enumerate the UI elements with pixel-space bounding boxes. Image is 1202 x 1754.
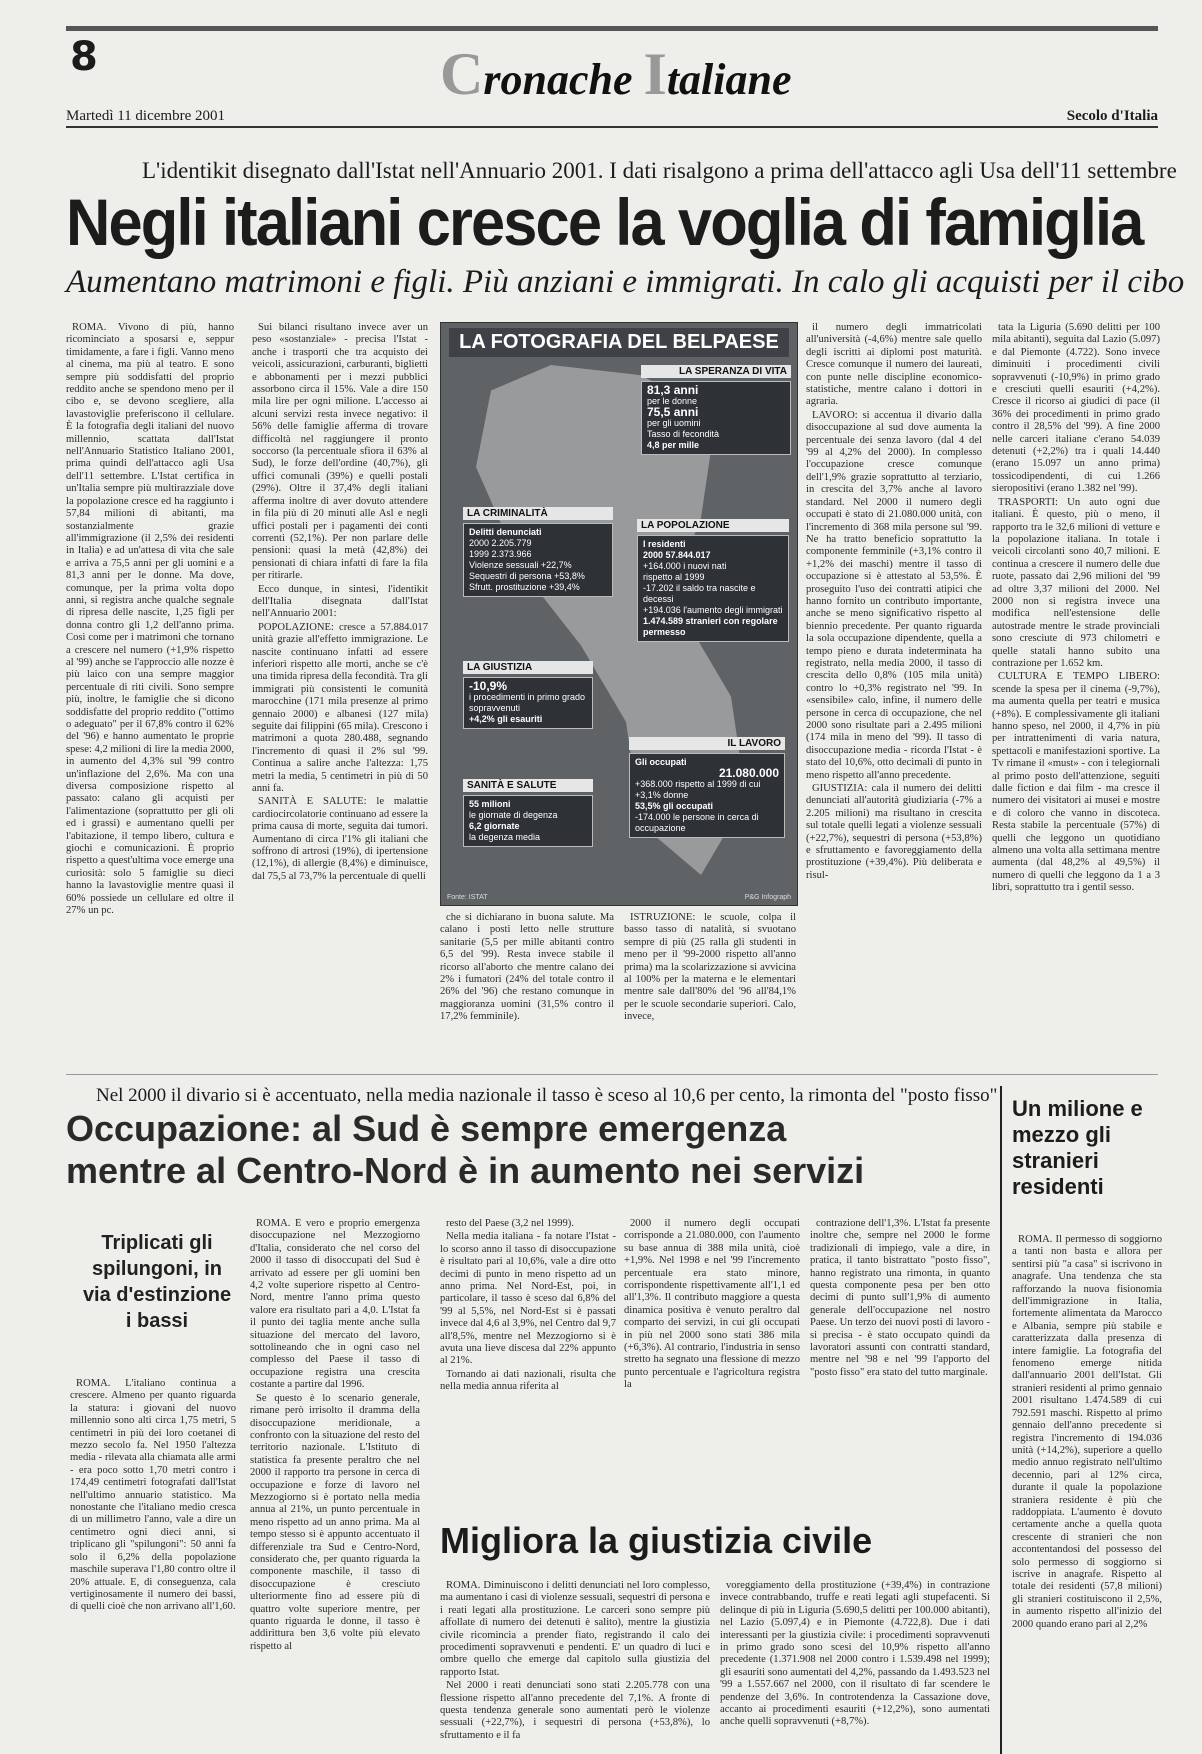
second-column-3: [624, 1218, 800, 1508]
stat-value: +164.000 i nuovi nati: [643, 561, 727, 571]
lead-paragraph: ROMA. Vivono di più, hanno ricominciato a sposarsi e, seppur timidamente, a fare i figli. Vanno meno al cinema, ma più al teatro. E sono sempre più soddisfatti del proprio reddito anche se spendono meno per il cibo e, se devono scegliere, alla lavastoviglie preferiscono il cellulare. È la fotografia degli italiani del nuovo millennio, scattata dall'Istat nell'Annuario Statistico Italiano 2001, prima quindi dell'attacco agli Usa dell'11 settembre. L'Istat certifica in un'Italia sempre più multirazziale dove la popolazione cresce ed ha raggiunto i 57,84 milioni di abitanti, ma sostanzialmente grazie all'immigrazione (il 2,5% dei residenti in Italia) e ad un'attesa di vita che sale e arriva a 75,5 anni per gli uomini e a 81,3 anni per le donne. Ma dove, comunque, per la prima volta dopo anni, si registra anche qualche segnale di ripresa delle nascite, 1,25 figli per donna contro gli 1,2 dell'anno prima. Così come per i matrimoni che tornano a crescere nel numero (+1,9% rispetto al '99) anche se l'approccio alle nozze è più laico con una sempre maggior percentuale di riti civili. Sono sempre più, inoltre, le famiglie che si dicono soddisfatte del proprio reddito ("ottimo o adeguato" per il 67,8% contro il 62% del '96) e hanno aumentato le proprie spese: 4,2 milioni di lire la media 2000, in aumento del 4,3% sul '99 contro un'inflazione del 2,6%. Ma con una diversa composizione rispetto al passato: calano gli acquisti per l'alimentazione (soprattutto per gli oli ed i grassi) e aumentano quelli per l'abitazione, il tempo libero, cultura e giochi e comunicazioni. È proprio rispetto a quest'ultima voce emerge una curiosità: solo 5 famiglie su dieci hanno la lavastoviglie mentre quasi il 60% possiede un cellulare ed oltre il 27% un pc.: [66, 322, 234, 917]
life-expectancy-label: LA SPERANZA DI VITA: [641, 365, 791, 378]
lead-column-3: [440, 912, 614, 1062]
second-paragraph: ROMA. È vero e proprio emergenza disoccupazione nel Mezzogiorno d'Italia, considerato che nel corso del 2000 il tasso di disoccupati del Sud è arrivato ad essere per gli uomini ben 4,2 volte superiore rispetto al Centro-Nord, mentre l'anno prima questo valore era risultato pari a 4,0. L'Istat fa il punto dei taglia mente anche sulla situazione del mercato del lavoro, sottolineando che in ogni caso nel complesso del Paese il tasso di occupazione registra una crescita costante a partire dal 1996.: [250, 1218, 420, 1391]
stat-value: +194.036 l'aumento degli immigrati: [643, 605, 783, 615]
second-column-4: [810, 1218, 990, 1508]
second-headline-line-2: mentre al Centro-Nord è in aumento nei servizi: [66, 1150, 865, 1191]
stat-caption: la degenza media: [469, 832, 541, 842]
sidebar-immigrants-story: [1000, 1086, 1164, 1754]
section-title: [440, 40, 792, 109]
second-headline-line-1: Occupazione: al Sud è sempre emergenza: [66, 1108, 787, 1149]
second-paragraph: Nella media italiana - fa notare l'Istat - lo scorso anno il tasso di disoccupazione è risultato pari al 10,6%, vale a dire otto decimi di punto in meno rispetto ad un anno prima. Nel Nord-Est, poi, in particolare, il tasso è sceso dal 6,8% del '99 al 5,5%, nel Nord-Est si è passati invece dal 4,6 al 3,9%, nel Centro dal 9,7 all'8,5%, mentre nel Mezzogiorno si è avuta una lieve discesa dal 22% appunto al 21%.: [440, 1231, 616, 1367]
infographic-source: Fonte: ISTAT: [447, 894, 488, 901]
stat-value: 2000 57.844.017: [643, 550, 711, 560]
lead-headline: Negli italiani cresce la voglia di famiglia: [66, 185, 1143, 259]
lead-paragraph: Ecco dunque, in sintesi, l'identikit dell'Italia disegnata dall'Istat nell'Annuario 2001:: [252, 583, 428, 620]
lead-column-4: [624, 912, 796, 1062]
stat-value: 1.474.589 stranieri con regolare permesso: [643, 616, 778, 637]
lead-paragraph: GIUSTIZIA: cala il numero dei delitti denunciati all'autorità giudiziaria (-7% a 2.205 milioni) ma risultano in crescita sul totale quelli legati a violenze sessuali (+22,7%), sequestri di persona (+53,8%) e sfruttamento e favoreggiamento della prostituzione (+39,4%). Più deliberata e risul-: [806, 783, 982, 881]
third-headline: Migliora la giustizia civile: [440, 1520, 873, 1561]
sidebar-immigrants-text: [1012, 1234, 1162, 1746]
stat-value: +368.000 rispetto al 1999 di cui: [635, 779, 761, 789]
page-number: 8: [70, 34, 98, 80]
lead-paragraph: TRASPORTI: Un auto ogni due italiani. È questo, più o meno, il rapporto tra le 32,6 milioni di vetture e la popolazione italiana. In totale i veicoli circolanti sono 40,7 milioni. E continua a crescere il numero delle due ruote, passato dai 2,96 milioni del '99 ad oltre 3,37 milioni del 2000. Nel 2000 non si registra invece una modifica nell'estensione delle autostrade mentre le strade provinciali sono cresciute di 973 chilometri e quelle statali hanno subito una contrazione per 1.652 km.: [992, 496, 1160, 669]
lead-subhead: Aumentano matrimoni e figli. Più anziani e immigrati. In calo gli acquisti per il cibo: [66, 264, 1185, 300]
justice-label: LA GIUSTIZIA: [463, 661, 593, 674]
population-label: LA POPOLAZIONE: [637, 519, 789, 532]
infographic-credit: P&G Infograph: [744, 894, 791, 901]
stat-value: 2000 2.205.779: [469, 538, 532, 548]
stat-value: +4,2% gli esauriti: [469, 714, 543, 724]
sidebar-immigrants-headline: Un milione e mezzo gli stranieri residenti: [1012, 1096, 1143, 1199]
labour-block: [629, 737, 785, 838]
lead-column-1: [66, 322, 234, 1062]
lead-paragraph: che si dichiarano in buona salute. Ma calano i posti letto nelle strutture sanitarie (5,5 per mille abitanti contro 6,5 del '99). Resta invece stabile il ricorso all'aborto che mentre calano dei 2% i fumatori (24% del totale contro il 26% del '96) che restano comunque in maggioranza uomini (31,5% contro il 17,2% femminile).: [440, 912, 614, 1023]
stat-value: +3,1% donne: [635, 790, 689, 800]
stat-caption: i procedimenti in primo grado sopravvenuti: [469, 692, 586, 713]
population-block: [637, 519, 789, 642]
lead-paragraph: CULTURA E TEMPO LIBERO: scende la spesa per il cinema (-9,7%), ma aumenta quella per teatri e musica (+8%). E complessivamente gli italiani hanno speso, nel 2000, il 4,7% in più per intrattenimenti di varia natura, spettacoli e manifestazioni sportive. La Tv rimane il «must» - con i telegiornali al primo posto dell'attenzione, seguiti dalle fiction e dai film - ma cresce il numero dei visitatori ai musei e mostre e di coloro che vanno in discoteca. Resta stabile la percentuale (57%) di quelli che leggono un quotidiano almeno una volta alla settimana mentre aumenta (dal 48,2% al 49,5%) il numero di quelli che leggono da 1 a 3 libri, soprattutto tra i gentil sesso.: [992, 671, 1160, 894]
stat-caption: le giornate di degenza: [469, 810, 558, 820]
stat-value: 81,3 anni: [647, 383, 699, 397]
sidebar-paragraph: ROMA. L'italiano continua a crescere. Almeno per quanto riguarda la statura: i giovani del nuovo millennio sono alti circa 1,75 metri, 5 centimetri in più dei loro coetanei di mezzo secolo fa. Nel 1950 l'altezza media - rilevata alla chiamata alle armi - era poco sotto 1,70 metri contro i 174,49 centimetri fotografati dall'Istat nell'ultimo annuario statistico. Ma nonostante che l'italiano medio cresca di un millimetro l'anno, vale a dire un centimetro ogni dieci anni, si triplicano gli "spilungoni": 50 anni fa solo il 6,2% della popolazione maschile superava l'1,80 contro oltre il 20% attuale. E, di conseguenza, cala vertiginosamente il numero dei bassi, di quelli cioè che non arrivano all'1,60.: [70, 1378, 236, 1613]
second-paragraph: Tornando ai dati nazionali, risulta che nella media annua riferita al: [440, 1368, 616, 1393]
population-panel: [637, 535, 789, 642]
health-panel: [463, 795, 593, 847]
stat-value: -174.000 le persone in cerca di occupazione: [635, 812, 759, 833]
second-headline: [66, 1108, 996, 1192]
justice-panel: [463, 677, 593, 729]
stat-value: 21.080.000: [718, 766, 779, 780]
justice-block: [463, 661, 593, 729]
masthead: Secolo d'Italia: [1066, 108, 1158, 124]
stat-caption: rispetto al 1999: [643, 572, 705, 582]
life-expectancy-block: [641, 365, 791, 455]
second-paragraph: contrazione dell'1,3%. L'Istat fa presente inoltre che, sempre nel 2000 le forme tradizionali di impiego, vale a dire, in pratica, il tanto bistrattato "posto fisso", hanno registrato una rimonta, in quanto questa componente pesa per ben otto decimi di punto sull'1,9% di aumento generale dell'occupazione nel nostro Paese. Un terzo dei nuovi posti di lavoro - si precisa - è stato occupato quindi da lavoratori assunti con contratti standard, mentre nel '98 e nel '99 l'apporto del "posto fisso" era stato del tutto marginale.: [810, 1218, 990, 1378]
crime-label: LA CRIMINALITÀ: [463, 507, 613, 520]
labour-label: IL LAVORO: [629, 737, 785, 750]
lead-paragraph: LAVORO: si accentua il divario dalla disoccupazione al sud dove aumenta la percentuale dei senza lavoro (dal 4 del '99 al 4,2% del 2000). In complesso l'occupazione cresce comunque dell'1,9% grazie soprattutto al terziario, in crescita del 3,7% anche al lavoro standard. Nel 2000 il numero degli occupati è stato di 21.080.000 unità, con l'incremento di 368 mila persone sul '99. Ne ha tratto beneficio soprattutto la componente femminile (+3,1% contro il +1,2% dei maschi) mentre il tasso di occupazione si è attestato al 53,5%. È proseguito l'uso dei contratti atipici che hanno fornito un contributo importante, anche se meno significativo rispetto al biennio precedente. Per quanto riguarda la sola occupazione dipendente, quella a tempo pieno e durata indeterminata ha registrato, nella media 2000, il tasso di crescita dello 0,8% (105 mila unità) contro lo +0,3% registrato nel '99. In «sensibile» calo, infine, il numero delle persone in cerca di occupazione, che nel 2000 sono risultate pari a 2.495 milioni (174 mila in meno del '99). Il tasso di disoccupazione media - ricorda l'Istat - è stato del 10,6%, otto decimali di punto in meno rispetto all'anno precedente.: [806, 409, 982, 781]
lead-paragraph: SANITÀ E SALUTE: le malattie cardiocircolatorie continuano ad essere la prima causa di morte, seguita dai tumori. Aumentano di circa l'1% gli italiani che soffrono di artrosi (19%), di ipertensione (12,1%), di allergie (8,4%) e diminuisce, dal 75,5 al 73,7% la percentuale di quelli: [252, 796, 428, 882]
life-expectancy-panel: [641, 381, 791, 455]
section-rest-2: taliane: [666, 55, 792, 104]
stat-caption: per le donne: [647, 396, 698, 406]
stat-value: Violenze sessuali +22,7%: [469, 560, 572, 570]
stat-caption: I residenti: [643, 539, 686, 549]
stat-caption: Gli occupati: [635, 757, 687, 767]
lead-kicker: L'identikit disegnato dall'Istat nell'Annuario 2001. I dati risalgono a prima dell'attacco agli Usa dell'11 settembre: [142, 158, 1177, 183]
stat-caption: Tasso di fecondità: [647, 429, 720, 439]
lead-paragraph: Sui bilanci risultano invece aver un peso «sostanziale» - precisa l'Istat - anche i trasporti che tra acquisto dei veicoli, assicurazioni, carburanti, biglietti e abbonamenti per i mezzi pubblici assorbono circa il 15%. Vale a dire 150 mila lire per ogni milione. L'accesso ai alcuni servizi resta invece negativo: il 56% delle famiglie afferma di trovare difficoltà nel raggiungere il pronto soccorso (la percentuale sfiora il 63% al Sud), le forze dell'ordine (40,7%), gli uffici comunali (39%) e quelli postali (29%). Oltre il 37,4% degli italiani afferma inoltre di aver dovuto attendere in fila più di 20 minuti alle Asl e negli uffici postali per i pagamenti dei conti correnti (52,1%). Per non parlare delle pensioni: quasi la metà (42,8%) dei pensionati di chiara infatti di fare la fila per ritirarle.: [252, 322, 428, 582]
lead-paragraph: tata la Liguria (5.690 delitti per 100 mila abitanti), seguita dal Lazio (5.097) e dal Piemonte (4.722). Sono invece diminuiti i procedimenti civili sopravvenuti (-10,9%) in primo grado e cresciuti quelli esauriti (+4,2%). Cresce il ricorso ai giudici di pace (il 36% dei procedimenti in primo grado contro il 28,5% del '99). A fine 2000 nelle carceri italiane c'erano 54.039 detenuti (+2,2%) tra i quali 14.440 (erano 15.097 un anno prima) tossicodipendenti, di cui 1.266 sieropositivi (erano 1.382 nel '99).: [992, 322, 1160, 495]
stat-value: 4,8 per mille: [647, 440, 700, 450]
second-paragraph: resto del Paese (3,2 nel 1999).: [446, 1218, 574, 1229]
labour-panel: [629, 753, 785, 838]
stat-caption: Delitti denunciati: [469, 527, 542, 537]
header-rule: [66, 126, 1158, 128]
stat-value: 53,5% gli occupati: [635, 801, 714, 811]
stat-value: Sequestri di persona +53,8%: [469, 571, 585, 581]
third-column-1: [440, 1580, 710, 1754]
stat-value: Sfrutt. prostituzione +39,4%: [469, 582, 580, 592]
sidebar-height-text: [70, 1378, 236, 1754]
lead-paragraph: il numero degli immatricolati all'università (-4,6%) mentre sale quello degli iscritti ai diplomi post maturità. Cresce comunque il numero dei laureati, con punte nelle discipline economico-statistiche, mentre calano i dottori in agraria.: [806, 322, 982, 408]
second-column-2: [440, 1218, 616, 1508]
stat-value: 75,5 anni: [647, 405, 699, 419]
third-paragraph: Nel 2000 i reati denunciati sono stati 2.205.778 con una flessione rispetto all'anno precedente del 7,1%. A fronte di questa tendenza generale sono aumentati però le violenze sessuali (+22,7%), i sequestri di persona (+53,8%), lo sfruttamento e il fa: [440, 1680, 710, 1741]
stat-caption: per gli uomini: [647, 418, 701, 428]
health-label: SANITÀ E SALUTE: [463, 779, 593, 792]
lead-column-2: [252, 322, 428, 1062]
sidebar-height-headline: Triplicati gli spilungoni, in via d'estinzione i bassi: [82, 1232, 232, 1332]
crime-panel: [463, 523, 613, 597]
infographic-title: LA FOTOGRAFIA DEL BELPAESE: [449, 328, 789, 357]
dateline: Martedì 11 dicembre 2001: [66, 108, 225, 124]
health-block: [463, 779, 593, 847]
section-rest-1: ronache: [483, 55, 644, 104]
third-column-2: [720, 1580, 990, 1754]
sidebar-paragraph: ROMA. Il permesso di soggiorno a tanti non basta e allora per sentirsi più "a casa" si iscrivono in anagrafe. Una tendenza che sta rafforzando la nuova fisionomia dell'immigrazione in Italia, fortemente alimentata da Marocco e Albania, sempre più stabile e caratterizzata dalla presenza di intere famiglie. La fotografia del fenomeno emerge nitida dall'annuario 2001 dell'Istat. Gli stranieri residenti al primo gennaio 2001 risultano 1.474.589 di cui 792.591 maschi. Rispetto al primo gennaio dell'anno precedente si registra l'incremento di 194.036 unità (+14,2%), superiore a quello medio annuo registrato nell'ultimo decennio, pari al 12% circa, durante il quale la popolazione straniera residente è più che raddoppiata. L'aumento è dovuto certamente anche a quella quota crescente di stranieri che non accontentandosi del possesso del solo permesso di soggiorno si iscrive in anagrafe. Rispetto al totale dei residenti (57,8 milioni) gli stranieri costituiscono il 2,5%, in aumento rispetto all'inizio del 2000 quando erano pari al 2,2%: [1012, 1234, 1162, 1630]
stat-value: 55 milioni: [469, 799, 511, 809]
stat-value: 1999 2.373.966: [469, 549, 532, 559]
stat-value: -17.202 il saldo tra nascite e decessi: [643, 583, 756, 604]
lead-paragraph: ISTRUZIONE: le scuole, colpa il basso tasso di natalità, si svuotano sempre di più (25 ralla gli studenti in meno per il '99-2000 rispetto all'anno prima) ma la scolarizzazione si avvicina al 100% per la materna e le elementari mentre sale dall'80% del '96 all'84,1% per le scuole secondarie superiori. Calo, invece,: [624, 912, 796, 1023]
section-first-cap: C: [440, 41, 484, 107]
second-paragraph: Se questo è lo scenario generale, rimane però irrisolto il dramma della disoccupazione meridionale, a confronto con la situazione del resto del territorio nazionale. L'Istituto di statistica fa presente peraltro che nel 2000 il rapporto tra persone in cerca di occupazione e forze di lavoro nel Mezzogiorno si è portato nella media annua al 21%, un punto percentuale in meno rispetto ad un anno prima. Ma al tempo stesso si è appunto accentuato il differenziale tra Sud e Centro-Nord, considerato che, per quanto riguarda la componente maschile, il tasso di disoccupazione è cresciuto ulteriormente fino ad essere più di quattro volte superiore mentre, per quanto riguarda le donne, il tasso è addirittura ben 3,6 volte più elevato rispetto al: [250, 1392, 420, 1652]
second-paragraph: 2000 il numero degli occupati corrisponde a 21.080.000, con l'aumento su base annua di 388 mila unità, cioè +1,9%. Nel 1998 e nel '99 l'incremento percentuale era stato minore, corrispondente rispettivamente all'1,1 ed all'1,3%. Il contributo maggiore a questa dinamica positiva è venuto peraltro dal comparto dei servizi, in cui gli occupati in più nel 2000 sono stati 386 mila (+6,3%). Al contrario, l'industria in senso stretto ha segnato una flessione di mezzo punto percentuale e l'agricoltura registra la: [624, 1218, 800, 1391]
second-column-1: [250, 1218, 420, 1754]
infographic: [440, 322, 798, 906]
stat-value: 6,2 giornate: [469, 821, 520, 831]
crime-block: [463, 507, 613, 597]
section-divider: [66, 1074, 1158, 1075]
section-second-cap: I: [643, 41, 667, 107]
lead-column-5: [806, 322, 982, 1062]
second-kicker: Nel 2000 il divario si è accentuato, nella media nazionale il tasso è sceso al 10,6 per cento, la rimonta del "posto fisso": [96, 1085, 998, 1106]
stat-value: -10,9%: [469, 679, 508, 693]
lead-paragraph: POPOLAZIONE: cresce a 57.884.017 unità grazie all'effetto immigrazione. Le nascite continuano infatti ad essere inferiori rispetto alle morti, anche se c'è una timida ripresa della fecondità. Tra gli immigrati più consistenti le comunità marocchine (171 mila presenze al primo gennaio 2000) e albanesi (127 mila) seguite dai filippini (65 mila). Crescono i matrimoni a quota 280.488, segnando l'incremento di quasi il 2% sul '99. Continua a salire anche l'altezza: 1,75 metri la media, 5 centimetri in più di 50 anni fa.: [252, 621, 428, 795]
third-paragraph: ROMA. Diminuiscono i delitti denunciati nel loro complesso, ma aumentano i casi di violenze sessuali, sequestri di persona e i reati legati alla prostituzione. Le carceri sono sempre più affollate di numero dei detenuti è salito), mentre la giustizia civile ricomincia a prender fiato, registrando il calo dei procedimenti sopravvenuti e pendenti. E' un quadro di luci e ombre quello che emerge dal capitolo sulla giustizia del rapporto Istat.: [440, 1580, 710, 1678]
third-paragraph: voreggiamento della prostituzione (+39,4%) in contrazione invece contrabbando, truffe e reati legati agli stupefacenti. Si delinque di più in Liguria (5.690,5 delitti per 100.000 abitanti), nel Lazio (5.097,4) e in Piemonte (4.722,8). Due i dati interessanti per la giustizia civile: i procedimenti sopravvenuti in primo grado sono scesi del 10,9% rispetto all'anno precedente (1.371.908 nel 2000 contro i 1.539.498 nel 1999); gli esauriti sono aumentati del 4,2%, passando da 1.493.523 nel '99 a 1.557.667 nel 2000, con il risultato di far scendere le pendenze del 3,6%. In controtendenza la Cassazione dove, accanto ai procedimenti esauriti (+12,2%), sono aumentati anche quelli sopravvenuti (+8,7%).: [720, 1580, 990, 1728]
top-rule: [66, 26, 1158, 31]
lead-column-6: [992, 322, 1160, 1062]
sidebar-height-story: [66, 1218, 238, 1754]
